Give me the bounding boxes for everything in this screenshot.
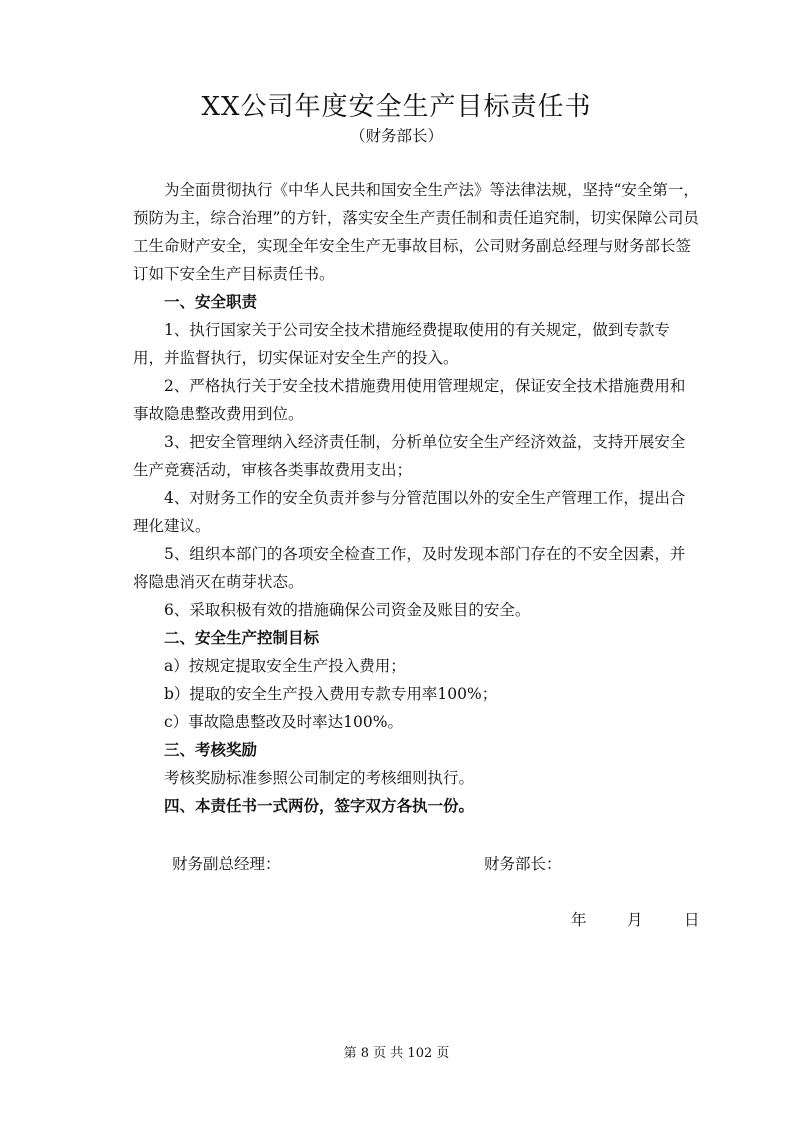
date-day-label: 日 [684,911,700,929]
duty-item: 3、把安全管理纳入经济责任制，分析单位安全生产经济效益，支持开展安全生产竞赛活动，审核各类事故费用支出； [133,433,686,479]
signature-label-finance-head: 财务部长： [484,855,562,873]
duty-item: 5、组织本部门的各项安全检查工作，及时发现本部门存在的不安全因素，并将隐患消灭在萌芽状态。 [133,545,686,591]
section-heading-copies: 四、本责任书一式两份，签字双方各执一份。 [164,796,475,815]
document-body [133,176,700,820]
assessment-text: 考核奖励标准参照公司制定的考核细则执行。 [164,769,475,787]
document-subtitle: （财务部长） [349,127,443,145]
duty-item: 2、严格执行关于安全技术措施费用使用管理规定，保证安全技术措施费用和事故隐患整改费用到位。 [133,377,686,423]
target-item: a）按规定提取安全生产投入费用； [164,657,406,675]
section-heading-duties: 一、安全职责 [164,292,258,311]
signature-label-deputy-gm: 财务副总经理： [172,855,281,873]
section-heading-targets: 二、安全生产控制目标 [164,628,320,647]
page-number-footer: 第 8 页 共 102 页 [343,1046,450,1061]
target-item: c）事故隐患整改及时率达100%。 [164,713,403,731]
date-month-label: 月 [627,911,643,929]
duty-item: 6、采取积极有效的措施确保公司资金及账目的安全。 [164,601,531,619]
intro-paragraph: 为全面贯彻执行《中华人民共和国安全生产法》等法律法规，坚持“安全第一，预防为主，综合治理”的方针，落实安全生产责任制和责任追究制，切实保障公司员工生命财产安全，实现全年安全生产无事故目标，公司财务副总经理与财务部长签订如下安全生产目标责任书。 [133,181,699,283]
section-heading-assessment: 三、考核奖励 [164,740,258,759]
duty-item: 1、执行国家关于公司安全技术措施经费提取使用的有关规定，做到专款专用，并监督执行，切实保证对安全生产的投入。 [133,321,670,367]
duty-item: 4、对财务工作的安全负责并参与分管范围以外的安全生产管理工作，提出合理化建议。 [133,489,686,535]
date-year-label: 年 [571,911,587,929]
target-item: b）提取的安全生产投入费用专款专用率100%； [164,685,498,703]
document-title: XX公司年度安全生产目标责任书 [201,92,592,122]
